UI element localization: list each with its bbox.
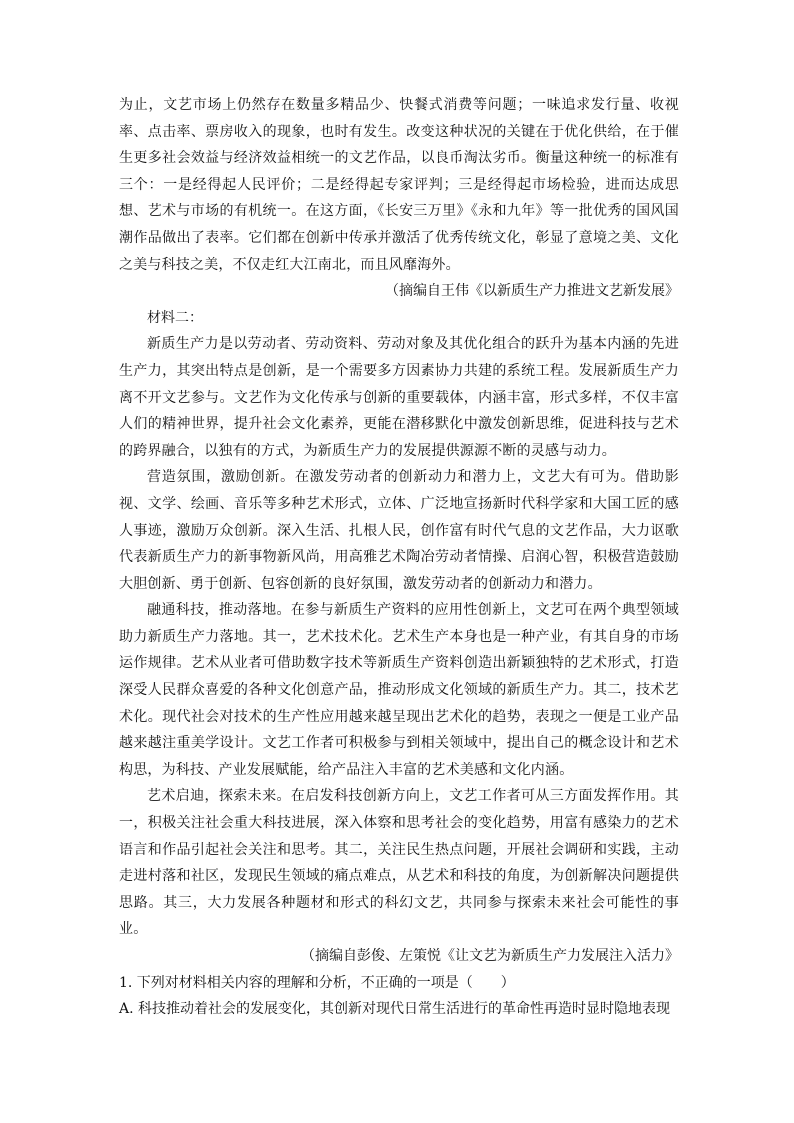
material-two-paragraph-1: 新质生产力是以劳动者、劳动资料、劳动对象及其优化组合的跃升为基本内涵的先进生产力，其突出特点是创新，是一个需要多方因素协力共建的系统工程。发展新质生产力离不开文艺参与。文艺作为文化传承与创新的重要载体，内涵丰富，形式多样，不仅丰富人们的精神世界，提升社会文化素养，更能在潜移默化中激发创新思维，促进科技与艺术的跨界融合，以独有的方式，为新质生产力的发展提供源源不断的灵感与动力。: [119, 336, 679, 459]
material-two-paragraph-3: 融通科技，推动落地。在参与新质生产资料的应用性创新上，文艺可在两个典型领域助力新质生产力落地。其一，艺术技术化。艺术生产本身也是一种产业，有其自身的市场运作规律。艺术从业者可借助数字技术等新质生产资料创造出新颖独特的艺术形式，打造深受人民群众喜爱的各种文化创意产品，推动形成文化领域的新质生产力。其二，技术艺术化。现代社会对技术的生产性应用越来越呈现出艺术化的趋势，表现之一便是工业产品越来越注重美学设计。文艺工作者可积极参与到相关领域中，提出自己的概念设计和艺术构思，为科技、产业发展赋能，给产品注入丰富的艺术美感和文化内涵。: [119, 602, 679, 778]
material-one-source: （摘编自王伟《以新质生产力推进文艺新发展》: [385, 283, 679, 300]
material-two-heading: 材料二：: [147, 309, 203, 326]
document-page: [119, 92, 679, 1023]
material-two-paragraph-2: 营造氛围，激励创新。在激发劳动者的创新动力和潜力上，文艺大有可为。借助影视、文学、绘画、音乐等多种艺术形式，立体、广泛地宣扬新时代科学家和大国工匠的感人事迹，激励万众创新。深入生活、扎根人民，创作富有时代气息的文艺作品，大力讴歌代表新质生产力的新事物新风尚，用高雅艺术陶冶劳动者情操、启润心智，积极营造鼓励大胆创新、勇于创新、包容创新的良好氛围，激发劳动者的创新动力和潜力。: [119, 469, 679, 592]
question-stem: 1. 下列对材料相关内容的理解和分析，不正确的一项是（ ）: [119, 974, 515, 991]
material-one-paragraph: 为止，文艺市场上仍然存在数量多精品少、快餐式消费等问题；一味追求发行量、收视率、点击率、票房收入的现象，也时有发生。改变这种状况的关键在于优化供给，在于催生更多社会效益与经济效益相统一的文艺作品，以良币淘汰劣币。衡量这种统一的标准有三个：一是经得起人民评价；二是经得起专家评判；三是经得起市场检验，进而达成思想、艺术与市场的有机统一。在这方面，《长安三万里》《永和九年》等一批优秀的国风国潮作品做出了表率。它们都在创新中传承并激活了优秀传统文化，彰显了意境之美、文化之美与科技之美，不仅走红大江南北，而且风靡海外。: [119, 97, 679, 273]
question-option-a: A. 科技推动着社会的发展变化，其创新对现代日常生活进行的革命性再造时显时隐地表现: [119, 1001, 671, 1018]
material-two-paragraph-4: 艺术启迪，探索未来。在启发科技创新方向上，文艺工作者可从三方面发挥作用。其一，积极关注社会重大科技进展，深入体察和思考社会的变化趋势，用富有感染力的艺术语言和作品引起社会关注和思考。其二，关注民生热点问题，开展社会调研和实践，主动走进村落和社区，发现民生领域的痛点难点，从艺术和科技的角度，为创新解决问题提供思路。其三，大力发展各种题材和形式的科幻文艺，共同参与探索未来社会可能性的事业。: [119, 788, 679, 938]
material-two-source: （摘编自彭俊、左策悦《让文艺为新质生产力发展注入活力》: [301, 948, 679, 964]
